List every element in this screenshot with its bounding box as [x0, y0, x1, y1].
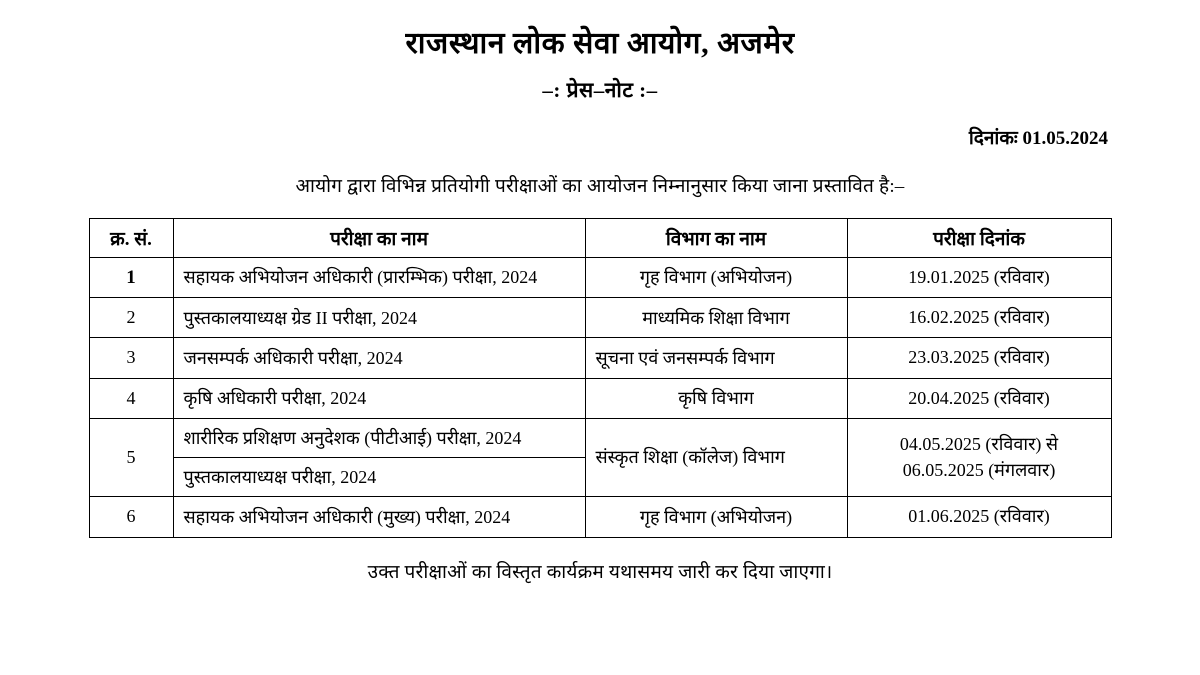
cell-serial: 2: [89, 298, 173, 338]
table-row: [89, 338, 1111, 378]
cell-exam-name: शारीरिक प्रशिक्षण अनुदेशक (पीटीआई) परीक्षा, 2024: [173, 418, 585, 457]
cell-exam-date: [847, 418, 1111, 497]
cell-exam-date: 01.06.2025 (रविवार): [847, 497, 1111, 537]
cell-exam-name: जनसम्पर्क अधिकारी परीक्षा, 2024: [173, 338, 585, 378]
cell-department: माध्यमिक शिक्षा विभाग: [585, 298, 847, 338]
cell-department: गृह विभाग (अभियोजन): [585, 258, 847, 298]
cell-exam-name: पुस्तकालयाध्यक्ष परीक्षा, 2024: [173, 458, 585, 497]
cell-exam-name: सहायक अभियोजन अधिकारी (मुख्य) परीक्षा, 2024: [173, 497, 585, 537]
table-row: [89, 497, 1111, 537]
column-header-department: विभाग का नाम: [585, 219, 847, 258]
cell-department: संस्कृत शिक्षा (कॉलेज) विभाग: [585, 418, 847, 497]
issue-date-label: दिनांकः: [968, 128, 1018, 149]
column-header-exam-name: परीक्षा का नाम: [173, 219, 585, 258]
cell-exam-date: 16.02.2025 (रविवार): [847, 298, 1111, 338]
cell-department: सूचना एवं जनसम्पर्क विभाग: [585, 338, 847, 378]
table-row: [89, 258, 1111, 298]
cell-exam-date: 20.04.2025 (रविवार): [847, 378, 1111, 418]
cell-exam-name: सहायक अभियोजन अधिकारी (प्रारम्भिक) परीक्षा, 2024: [173, 258, 585, 298]
cell-exam-name: पुस्तकालयाध्यक्ष ग्रेड II परीक्षा, 2024: [173, 298, 585, 338]
issue-date: [80, 124, 1120, 150]
cell-exam-date: 19.01.2025 (रविवार): [847, 258, 1111, 298]
press-note-subtitle: –: प्रेस–नोट :–: [542, 78, 658, 102]
cell-exam-date-line2: 06.05.2025 (मंगलवार): [902, 459, 1056, 480]
column-header-exam-date: परीक्षा दिनांक: [847, 219, 1111, 258]
footer-note: उक्त परीक्षाओं का विस्तृत कार्यक्रम यथासमय जारी कर दिया जाएगा।: [367, 561, 833, 583]
table-header-row: [89, 219, 1111, 258]
table-row: [89, 298, 1111, 338]
cell-serial: 3: [89, 338, 173, 378]
cell-serial: 1: [89, 258, 173, 298]
issue-date-value: 01.05.2024: [1022, 128, 1108, 149]
page-title: राजस्थान लोक सेवा आयोग, अजमेर: [405, 27, 795, 60]
cell-department: गृह विभाग (अभियोजन): [585, 497, 847, 537]
table-row: [89, 418, 1111, 457]
cell-exam-name: कृषि अधिकारी परीक्षा, 2024: [173, 378, 585, 418]
intro-paragraph: आयोग द्वारा विभिन्न प्रतियोगी परीक्षाओं का आयोजन निम्नानुसार किया जाना प्रस्तावित है:–: [295, 176, 905, 197]
column-header-serial: क्र. सं.: [89, 219, 173, 258]
cell-department: कृषि विभाग: [585, 378, 847, 418]
cell-serial: 6: [89, 497, 173, 537]
table-row: [89, 378, 1111, 418]
cell-serial: 5: [89, 418, 173, 497]
cell-serial: 4: [89, 378, 173, 418]
exam-schedule-table: [89, 218, 1112, 538]
cell-exam-date: 23.03.2025 (रविवार): [847, 338, 1111, 378]
cell-exam-date-line1: 04.05.2025 (रविवार) से: [899, 434, 1059, 455]
